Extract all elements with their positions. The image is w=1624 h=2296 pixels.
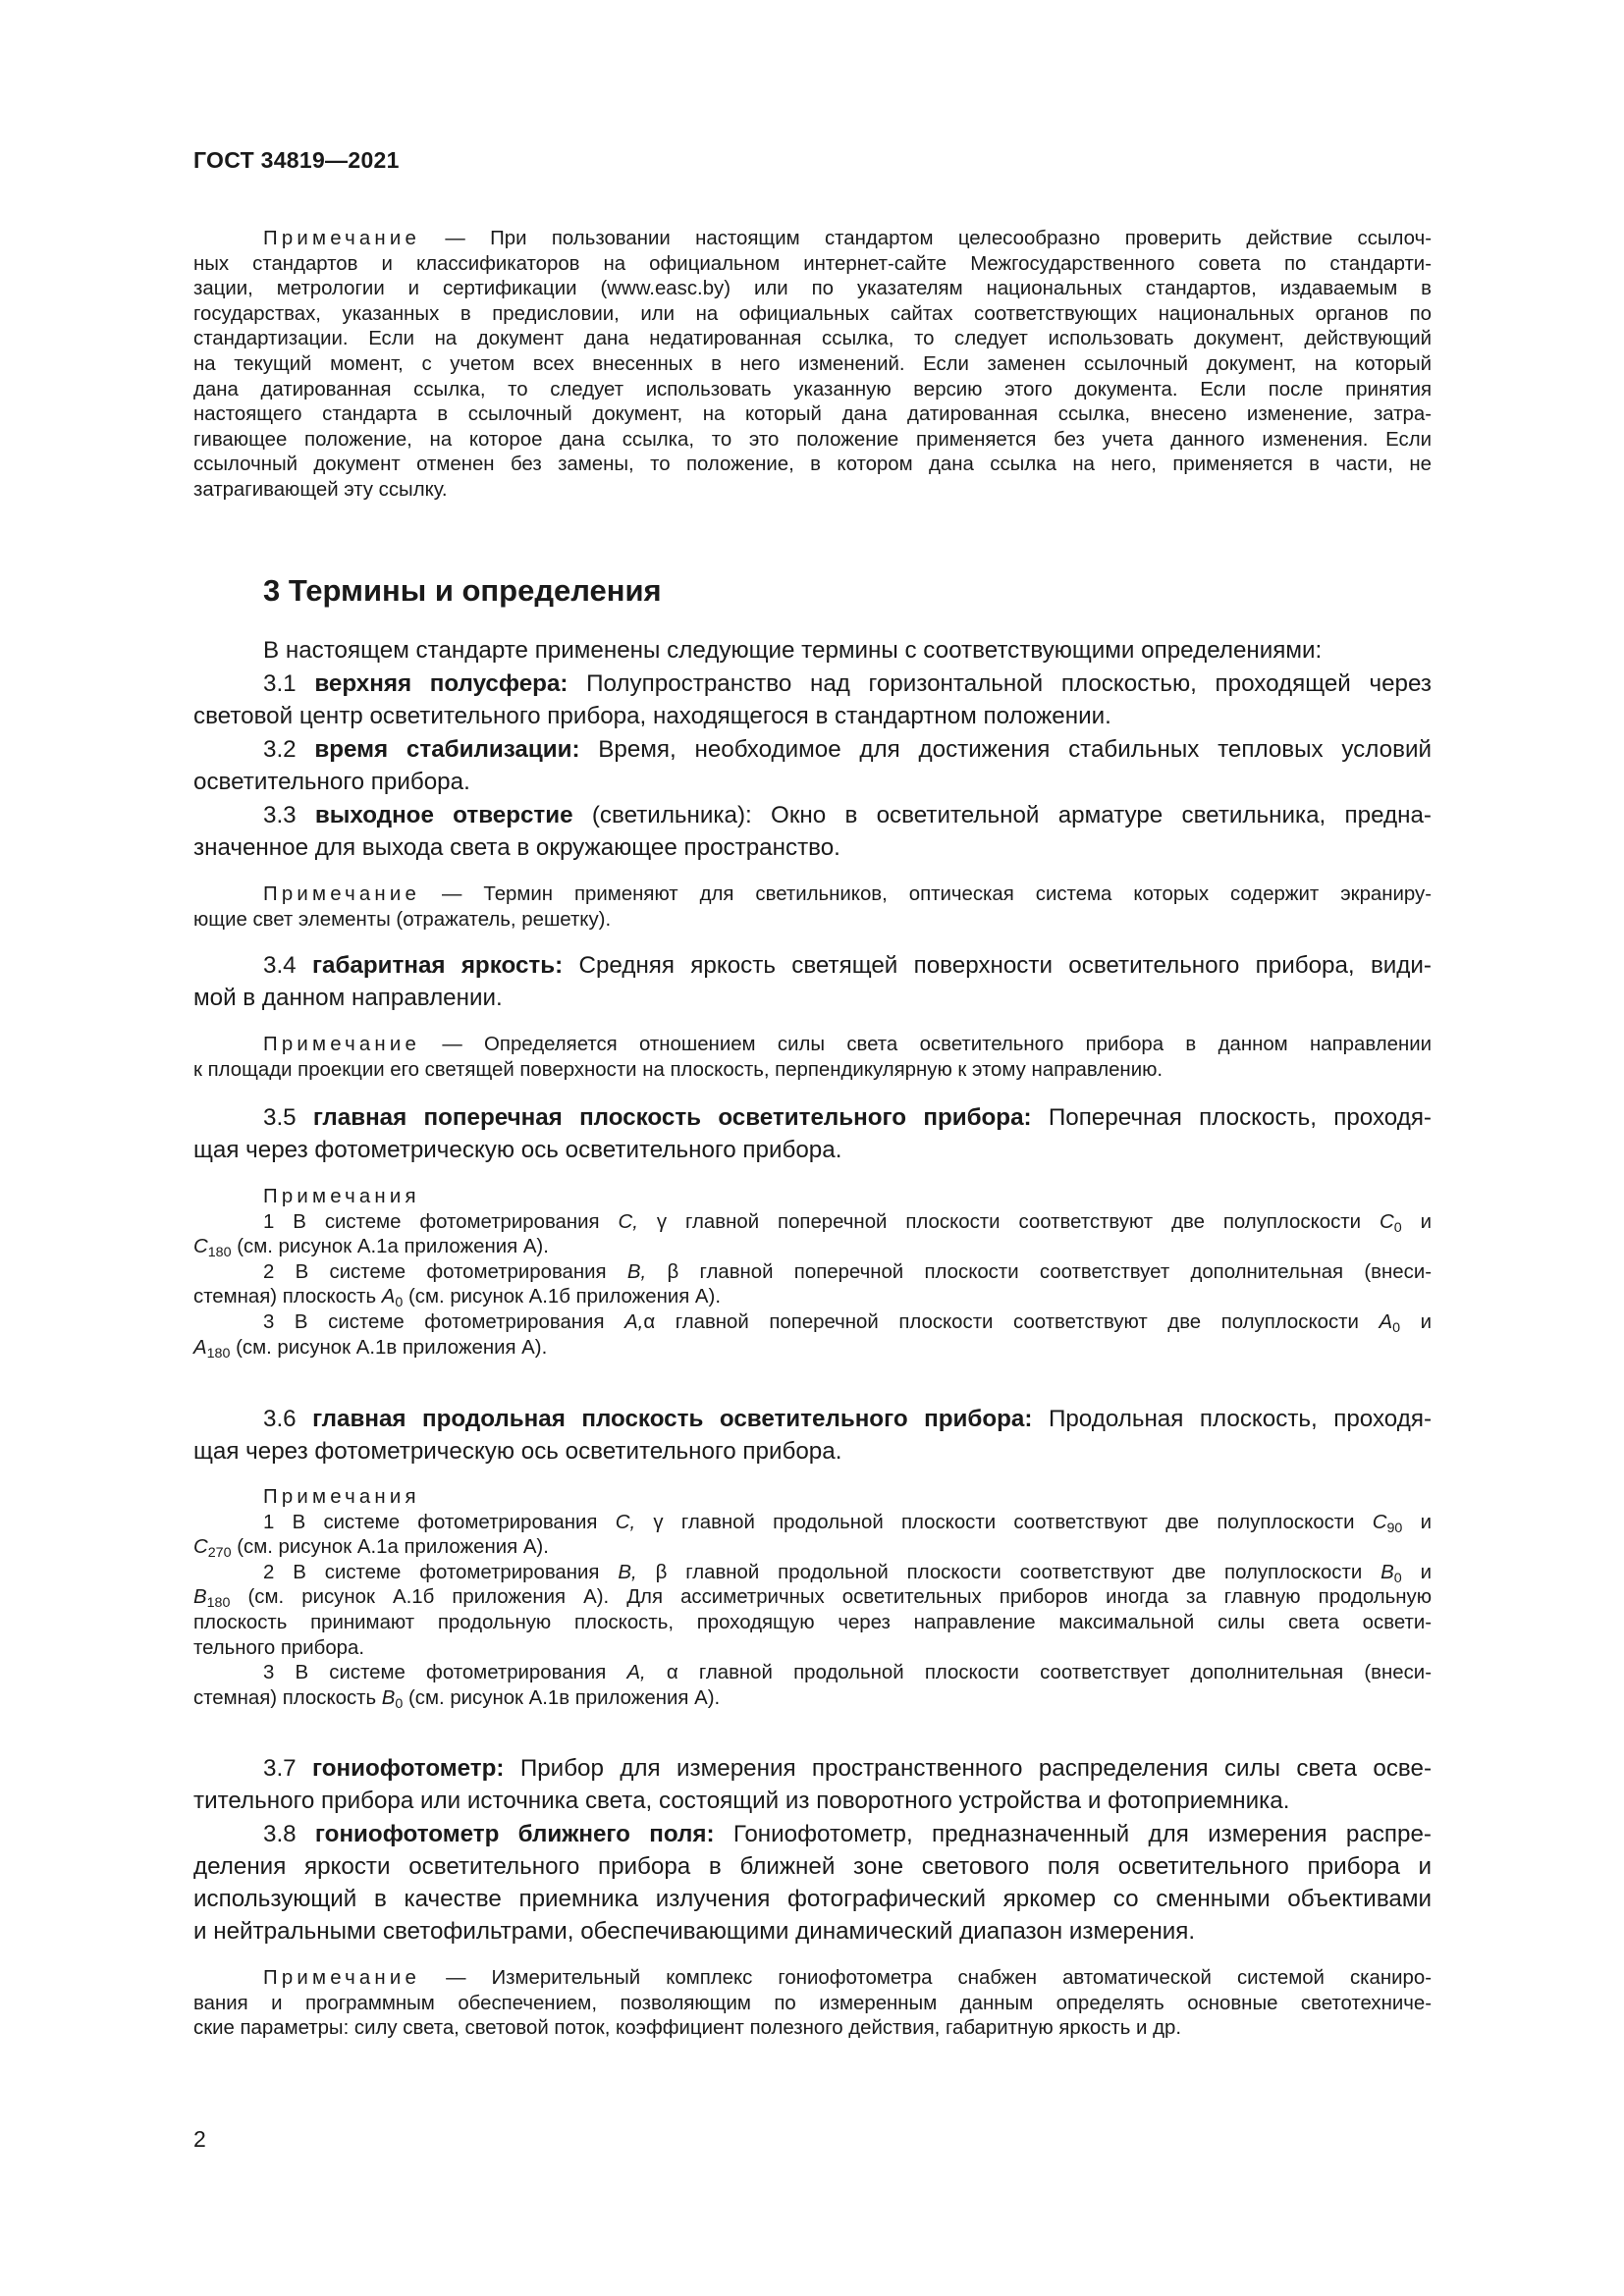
term-name: главная продольная плоскость осветительного прибора: (312, 1406, 1033, 1432)
term-name: выходное отверстие (314, 802, 573, 828)
term-3-4-note: Примечание — Определяется отношением силы света осветительного прибора в данном направлении к площади проекции его светящей поверхности на плоскость, перпендикулярную к этому направлению. (193, 1034, 1432, 1081)
term-3-6-notes: Примечания 1 В системе фотометрирования C, γ главной продольной плоскости соответствуют две полуплоскости $C_{90}$ и $C_{270}$ (см. рисунок А.1а приложения А). 2 В системе фотометрирования B, β главной продольной плоскости соответствуют две полуплоскости $B_0$ и $B_{180}$ (см. рисунок А.1б приложения А). Для ассиметричных осветительных приборов иногда за главную продольную плоскость принимают продольную плоскость, проходящую через направление максимальной силы света освети- тельного прибора. 3 В системе фотометрирования A, α главной продольной плоскости соответствует дополнительная (внеси- стемная) плоскость $B_0$ (см. рисунок А.1в приложения А). (193, 1486, 1433, 1712)
term-3-5-notes: Примечания 1 В системе фотометрирования C, γ главной поперечной плоскости соответствуют две полуплоскости $C_0$ и $C_{180}$ (см. рисунок А.1а приложения А). 2 В системе фотометрирования B, β главной поперечной плоскости соответствует дополнительная (внеси- стемная) плоскость $A_0$ (см. рисунок А.1б приложения А). 3 В системе фотометрирования A,α главной поперечной плоскости соответствуют две полуплоскости $A_0$ и $A_{180}$ (см. рисунок А.1в приложения А). (193, 1186, 1432, 1362)
note-label: Примечание (263, 883, 421, 905)
term-name: габаритная яркость: (311, 952, 564, 979)
term-3-1: 3.1 верхняя полусфера: Полупространство над горизонтальной плоскостью, проходящей через световой центр осветительного прибора, находящегося в стандартном положении. (193, 670, 1432, 729)
section-title: 3 Термины и определения (263, 573, 662, 608)
notes-label: Примечания (263, 1186, 420, 1207)
note-label: Примечание (263, 1967, 421, 1989)
term-3-8: 3.8 гониофотометр ближнего поля: Гониофотометр, предназначенный для измерения распре- деления яркости осветительного прибора в ближней зоне светового поля осветительного прибора и использующий в качестве приемника излучения фотографический яркомер со сменными объективами и нейтральными светофильтрами, обеспечивающими динамический диапазон измерения. (193, 1821, 1432, 1945)
intro-note: Примечание — При пользовании настоящим стандартом целесообразно проверить действие ссылоч- ных стандартов и классификаторов на официальном интернет-сайте Межгосударственного совета по стандарти- зации, метрологии и сертификации (www.easc.by) или по указателям национальных стандартов, издаваемым в государствах, указанных в предисловии, или на официальных сайтах соответствующих национальных органов по стандартизации. Если на документ дана недатированная ссылка, то следует использовать документ, действующий на текущий момент, с учетом всех внесенных в него изменений. Если заменен ссылочный документ, на который дана датированная ссылка, то следует использовать указанную версию этого документа. Если после принятия настоящего стандарта в ссылочный документ, на который дана датированная ссылка, внесено изменение, затра- гивающее положение, на которое дана ссылка, то это положение применяется без учета данного изменения. Если ссылочный документ отменен без замены, то положение, в котором дана ссылка на него, применяется в части, не затрагивающей эту ссылку. (193, 228, 1432, 501)
term-3-7: 3.7 гониофотометр: Прибор для измерения пространственного распределения силы света осве- тительного прибора или источника света, состоящий из поворотного устройства и фотоприемника. (193, 1755, 1432, 1814)
term-name: гониофотометр: (312, 1755, 505, 1782)
term-3-8-note: Примечание — Измерительный комплекс гониофотометра снабжен автоматической системой сканиро- вания и программным обеспечением, позволяющим по измеренным данным определять основные светотехниче- ские параметры: силу света, световой поток, коэффициент полезного действия, габаритную яркость и др. (193, 1967, 1432, 2040)
document-code: ГОСТ 34819—2021 (193, 147, 400, 173)
section-intro: В настоящем стандарте применены следующие термины с соответствующими определениями: (263, 637, 1323, 664)
term-name: главная поперечная плоскость осветительного прибора: (312, 1104, 1032, 1131)
note-label: Примечание (263, 1034, 421, 1055)
term-name: верхняя полусфера: (314, 670, 568, 697)
term-3-2: 3.2 время стабилизации: Время, необходимое для достижения стабильных тепловых условий осветительного прибора. (193, 736, 1432, 795)
term-name: время стабилизации: (314, 736, 580, 763)
term-3-3-note: Примечание — Термин применяют для светильников, оптическая система которых содержит экраниру- ющие свет элементы (отражатель, решетку). (193, 883, 1432, 931)
note-label: Примечание (263, 228, 421, 249)
notes-label: Примечания (263, 1486, 420, 1508)
term-name: гониофотометр ближнего поля: (314, 1821, 715, 1847)
term-3-4: 3.4 габаритная яркость: Средняя яркость светящей поверхности осветительного прибора, види- мой в данном направлении. (193, 952, 1432, 1011)
term-3-3: 3.3 выходное отверстие (светильника): Окно в осветительной арматуре светильника, предна- значенное для выхода света в окружающее пространство. (193, 802, 1432, 861)
page-number: 2 (193, 2126, 206, 2152)
term-3-5: 3.5 главная поперечная плоскость осветительного прибора: Поперечная плоскость, проходя- щая через фотометрическую ось осветительного прибора. (193, 1104, 1432, 1163)
term-3-6: 3.6 главная продольная плоскость осветительного прибора: Продольная плоскость, проходя- щая через фотометрическую ось осветительного прибора. (193, 1406, 1432, 1465)
